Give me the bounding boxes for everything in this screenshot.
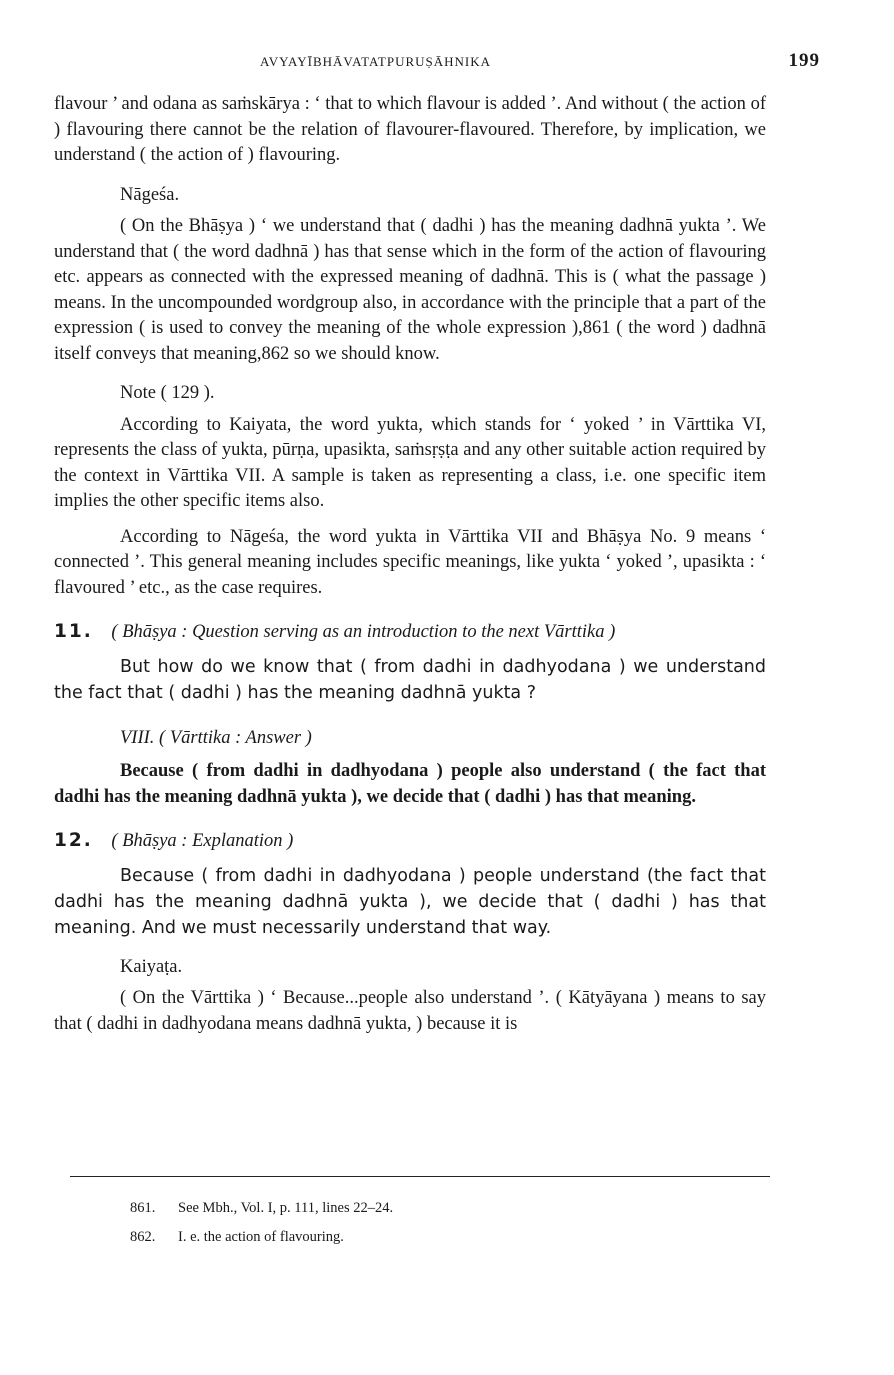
note-paragraph-2: According to Nāgeśa, the word yukta in Vārttika VII and Bhāṣya No. 9 means ‘ connected ’. This general meaning includes specific meanings, like yukta ‘ yoked ’, upasikta : ‘ flavoured ’ etc., as the case requires. bbox=[54, 526, 766, 598]
footnote-861 bbox=[130, 1194, 393, 1223]
section-12-number: 12. bbox=[54, 830, 93, 851]
section-11-number: 11. bbox=[54, 621, 93, 642]
kaiyata-paragraph: ( On the Vārttika ) ‘ Because...people also understand ’. ( Kātyāyana ) means to say that ( dadhi in dadhyodana means dadhnā yukta, ) because it is bbox=[54, 988, 766, 1034]
paragraph-continued: flavour ’ and odana as saṁskārya : ‘ that to which flavour is added ’. And without ( the action of ) flavouring there cannot be the relation of flavourer-flavoured. Therefore, by implication, we understand ( the action of ) flavouring. bbox=[54, 94, 766, 165]
section-11-text: But how do we know that ( from dadhi in dadhyodana ) we understand the fact that ( dadhi ) has the meaning dadhnā yukta ? bbox=[54, 656, 766, 703]
section-11-heading bbox=[54, 619, 766, 646]
section-12-heading bbox=[54, 828, 766, 855]
footnote-text: See Mbh., Vol. I, p. 111, lines 22–24. bbox=[178, 1200, 394, 1216]
footnote-number: 861. bbox=[130, 1200, 156, 1216]
running-title: AVYAYĪBHĀVATATPURUṢĀHNIKA bbox=[260, 54, 492, 69]
footnote-rule bbox=[70, 1176, 770, 1177]
page-body bbox=[54, 92, 766, 1037]
nagesa-heading: Nāgeśa. bbox=[120, 184, 180, 205]
footnote-862 bbox=[130, 1223, 393, 1252]
varttika-8-heading: VIII. ( Vārttika : Answer ) bbox=[120, 727, 312, 748]
note-heading: Note ( 129 ). bbox=[120, 383, 215, 403]
nagesa-paragraph: ( On the Bhāṣya ) ‘ we understand that ( dadhi ) has the meaning dadhnā yukta ’. We understand that ( the word dadhnā ) has that sense which in the form of the action of flavouring etc. appears as connected with the expressed meaning of dadhnā. This is ( what the passage ) means. In the uncompounded wordgroup also, in accordance with the principle that a part of the expression ( is used to convey the meaning of the whole expression ),861 ( the word ) dadhnā itself conveys that meaning,862 so we should know. bbox=[54, 216, 766, 364]
footnotes bbox=[130, 1194, 393, 1252]
footnote-number: 862. bbox=[130, 1229, 156, 1245]
page-number: 199 bbox=[788, 50, 820, 71]
section-12-title: ( Bhāṣya : Explanation ) bbox=[111, 831, 294, 851]
note-paragraph-1: According to Kaiyata, the word yukta, which stands for ‘ yoked ’ in Vārttika VI, represents the class of yukta, pūrṇa, upasikta, saṁsṛṣṭa and any other suitable action required by the context in Vārttika VII. A sample is taken as representing a class, i.e. one specific item implies the other specific items also. bbox=[54, 414, 766, 511]
kaiyata-heading: Kaiyaṭa. bbox=[120, 956, 183, 977]
varttika-8-text: Because ( from dadhi in dadhyodana ) people also understand ( the fact that dadhi has the meaning dadhnā yukta ), we decide that ( dadhi ) has that meaning. bbox=[54, 761, 766, 807]
spacer bbox=[54, 515, 766, 525]
footnote-text: I. e. the action of flavouring. bbox=[178, 1229, 344, 1245]
section-12-text: Because ( from dadhi in dadhyodana ) people understand (the fact that dadhi has the meaning dadhnā yukta ), we decide that ( dadhi ) has that meaning. And we must necessarily understand that way. bbox=[54, 865, 766, 938]
section-11-title: ( Bhāṣya : Question serving as an introduction to the next Vārttika ) bbox=[111, 622, 616, 642]
